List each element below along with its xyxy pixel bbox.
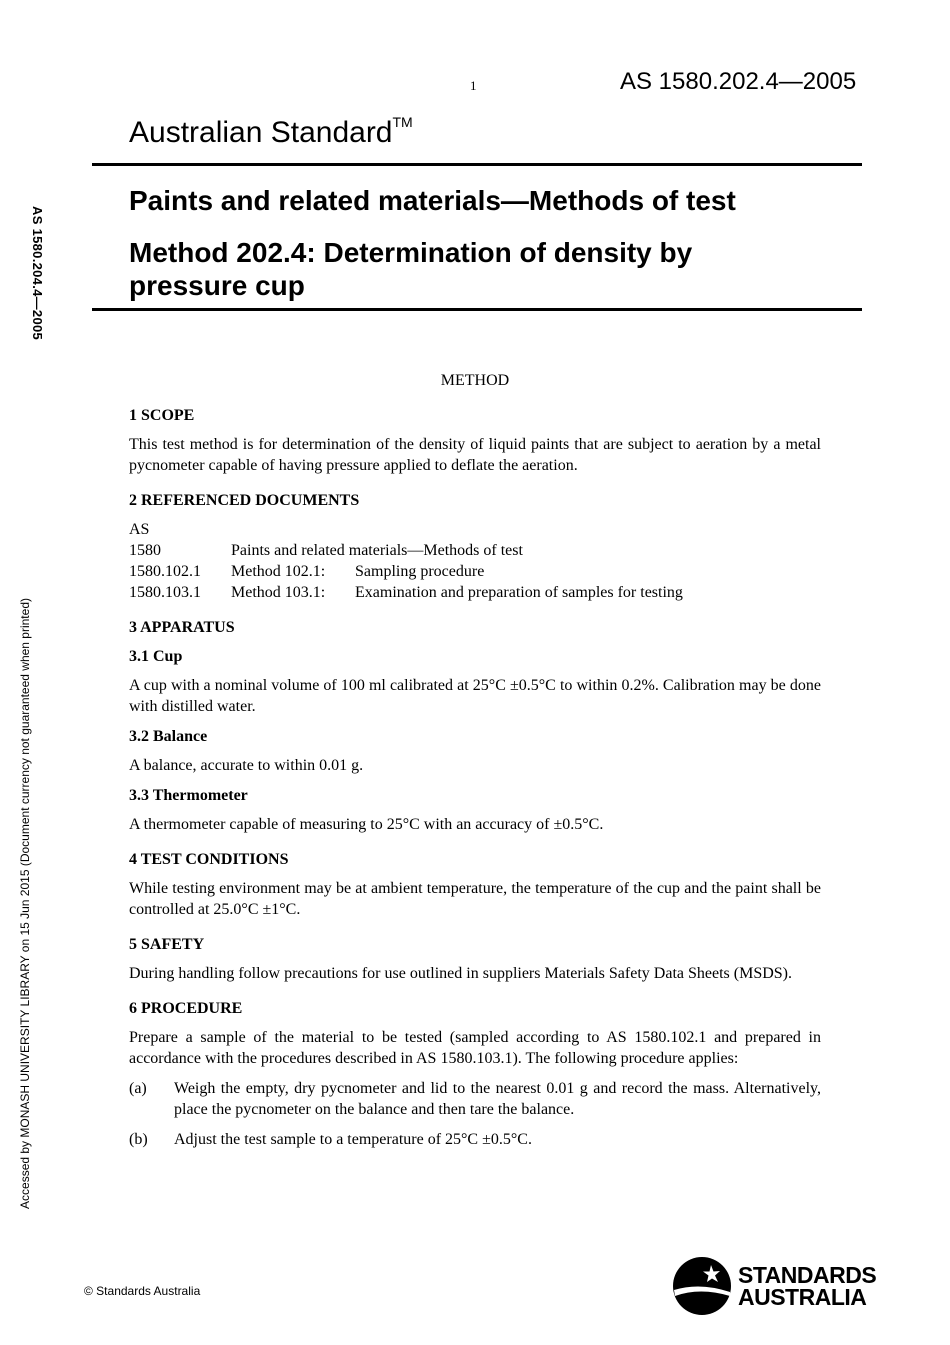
trademark-mark: TM — [392, 114, 413, 130]
document-title: Paints and related materials—Methods of test — [129, 185, 736, 216]
title-rule — [92, 308, 862, 311]
list-item-text: Weigh the empty, dry pycnometer and lid to the nearest 0.01 g and record the mass. Alternatively, place the pycnometer on the balance and then tare the balance. — [174, 1080, 821, 1118]
section-heading: 6 PROCEDURE — [129, 1000, 243, 1017]
list-item — [129, 1078, 821, 1120]
section-heading: 4 TEST CONDITIONS — [129, 851, 289, 868]
copyright-notice: © Standards Australia — [84, 1284, 201, 1298]
list-item-label: (a) — [129, 1080, 147, 1097]
document-code: AS 1580.202.4—2005 — [620, 68, 857, 95]
paragraph: A thermometer capable of measuring to 25°C with an accuracy of ±0.5°C. — [129, 816, 604, 833]
subsection-heading: 3.2 Balance — [129, 728, 208, 745]
reference-row — [129, 561, 821, 582]
page-number: 1 — [470, 78, 477, 93]
method-heading: METHOD — [440, 372, 510, 389]
reference-row — [129, 582, 821, 603]
reference-title: Paints and related materials—Methods of test — [231, 542, 523, 559]
paragraph: While testing environment may be at ambient temperature, the temperature of the cup and the paint shall be controlled at 25.0°C ±1°C. — [129, 880, 821, 918]
access-notice: Accessed by MONASH UNIVERSITY LIBRARY on 15 Jun 2015 (Document currency not guaranteed when printed) — [18, 598, 32, 1209]
subsection-heading: 3.3 Thermometer — [129, 787, 248, 804]
brand-title — [129, 116, 413, 150]
reference-row — [129, 540, 821, 561]
paragraph: A balance, accurate to within 0.01 g. — [129, 757, 364, 774]
paragraph: A cup with a nominal volume of 100 ml calibrated at 25°C ±0.5°C to within 0.2%. Calibration may be done with distilled water. — [129, 677, 821, 715]
list-item — [129, 1129, 821, 1150]
logo-line-1: STANDARDS — [738, 1262, 877, 1288]
top-rule — [92, 163, 862, 166]
reference-code: 1580 — [129, 542, 161, 559]
reference-code: 1580.102.1 — [129, 563, 201, 580]
reference-method: Method 103.1: — [231, 584, 326, 601]
section-heading: 1 SCOPE — [129, 407, 195, 424]
logo-wordmark — [738, 1264, 876, 1308]
reference-list — [129, 519, 821, 603]
logo-line-2: AUSTRALIA — [738, 1284, 867, 1310]
paragraph: During handling follow precautions for use outlined in suppliers Materials Safety Data Sheets (MSDS). — [129, 965, 792, 982]
reference-method: Method 102.1: — [231, 563, 326, 580]
brand-name: Australian Standard — [129, 116, 393, 149]
method-title: Method 202.4: Determination of density by pressure cup — [129, 237, 693, 301]
paragraph: Prepare a sample of the material to be tested (sampled according to AS 1580.102.1 and prepared in accordance with the procedures described in AS 1580.103.1). The following procedure applies: — [129, 1029, 821, 1067]
document-body — [129, 370, 821, 1159]
section-heading: 5 SAFETY — [129, 936, 205, 953]
reference-title: Examination and preparation of samples for testing — [355, 584, 683, 601]
subsection-heading: 3.1 Cup — [129, 648, 183, 665]
list-item-label: (b) — [129, 1131, 148, 1148]
side-document-code: AS 1580.204.4—2005 — [30, 206, 45, 341]
reference-prefix: AS — [129, 521, 150, 538]
list-item-text: Adjust the test sample to a temperature of 25°C ±0.5°C. — [174, 1131, 532, 1148]
paragraph: This test method is for determination of the density of liquid paints that are subject to aeration by a metal pycnometer capable of having pressure applied to deflate the aeration. — [129, 436, 821, 474]
reference-title: Sampling procedure — [355, 563, 485, 580]
reference-code: 1580.103.1 — [129, 584, 201, 601]
section-heading: 3 APPARATUS — [129, 619, 235, 636]
section-heading: 2 REFERENCED DOCUMENTS — [129, 492, 360, 509]
